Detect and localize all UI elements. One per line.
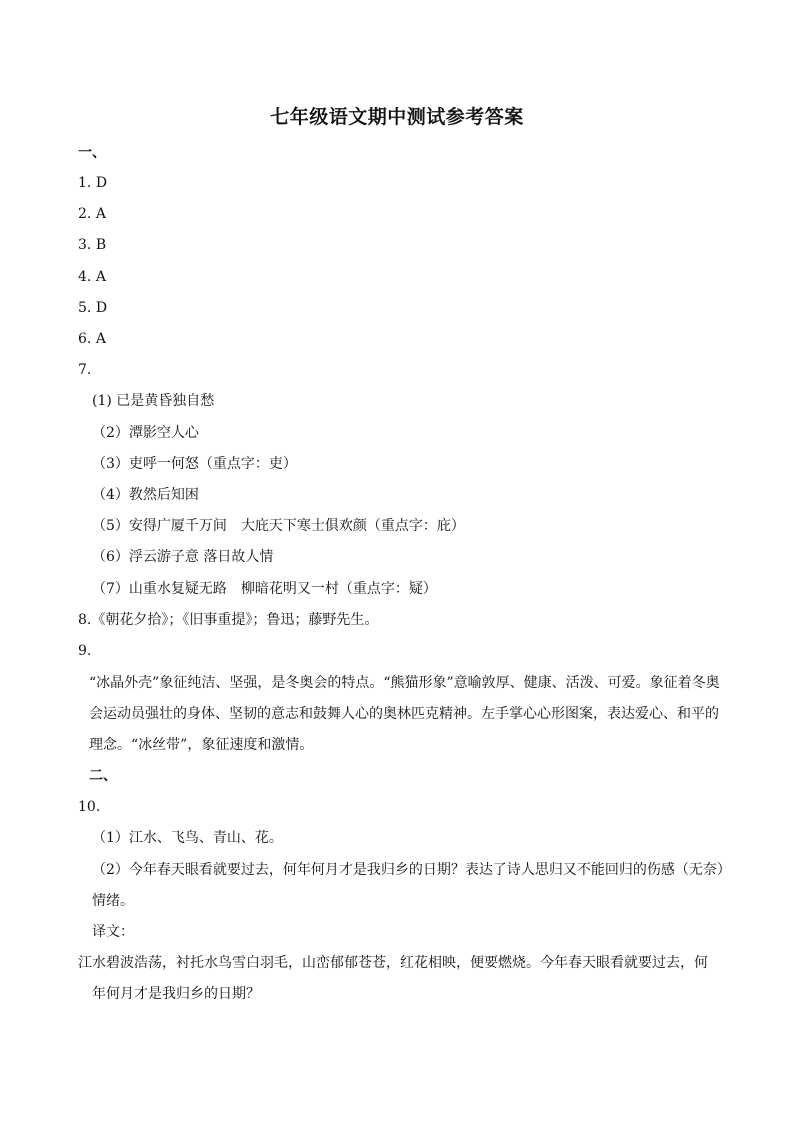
- q7-item-6: （6）浮云游子意 落日故人情: [92, 549, 274, 565]
- answer-value: D: [95, 175, 108, 191]
- question-9-number: 9.: [78, 643, 92, 659]
- answer-4: [78, 267, 106, 287]
- q7-item-7: （7）山重水复疑无路 柳暗花明又一村（重点字：疑）: [92, 581, 437, 597]
- translation-label: 译文：: [92, 924, 134, 940]
- q10-item-1: （1）江水、飞鸟、青山、花。: [92, 830, 283, 846]
- answer-6: [78, 329, 106, 349]
- question-7-number: 7.: [78, 362, 92, 378]
- question-8-answer: 8.《朝花夕拾》；《旧事重提》；鲁迅；藤野先生。: [78, 612, 379, 628]
- q10-item-2: （2）今年春天眼看就要过去，何年何月才是我归乡的日期？表达了诗人思归又不能回归的伤感（无奈）情绪。: [92, 862, 731, 909]
- question-9-answer: “冰晶外壳”象征纯洁、坚强，是冬奥会的特点。“熊猫形象”意喻敦厚、健康、活泼、可爱。象征着冬奥会运动员强壮的身体、坚韧的意志和鼓舞人心的奥林匹克精神。左手掌心心形图案，表达爱心、和平的理念。“冰丝带”，象征速度和激情。: [89, 675, 720, 753]
- answer-number: 3.: [78, 237, 92, 253]
- answer-3: [78, 235, 106, 255]
- answer-value: A: [95, 269, 106, 285]
- q7-item-3: （3）吏呼一何怒（重点字：吏）: [92, 456, 297, 472]
- answer-5: [78, 298, 107, 318]
- section-heading-2: 二、: [89, 768, 117, 784]
- q7-item-4: （4）教然后知困: [92, 487, 199, 503]
- section-heading-1: 一、: [78, 145, 106, 161]
- q7-item-1: (1) 已是黄昏独自愁: [92, 393, 215, 409]
- answer-value: D: [95, 300, 108, 316]
- q7-item-2: （2）潭影空人心: [92, 425, 199, 441]
- translation-line-2: 年何月才是我归乡的日期？: [92, 986, 260, 1002]
- document-title: 七年级语文期中测试参考答案: [270, 106, 524, 128]
- answer-value: B: [95, 237, 107, 253]
- answer-number: 2.: [78, 206, 92, 222]
- answer-1: [78, 173, 107, 193]
- answer-number: 6.: [78, 331, 92, 347]
- answer-value: A: [95, 331, 106, 347]
- answer-2: [78, 204, 106, 224]
- answer-value: A: [95, 206, 106, 222]
- translation-line-1: 江水碧波浩荡，衬托水鸟雪白羽毛，山峦郁郁苍苍，红花相映，便要燃烧。今年春天眼看就要过去，何: [78, 955, 708, 971]
- question-10-number: 10.: [78, 799, 101, 815]
- q7-item-5: （5）安得广厦千万间 大庇天下寒士俱欢颜（重点字：庇）: [92, 518, 465, 534]
- answer-number: 1.: [78, 175, 92, 191]
- answer-number: 4.: [78, 269, 92, 285]
- answer-number: 5.: [78, 300, 92, 316]
